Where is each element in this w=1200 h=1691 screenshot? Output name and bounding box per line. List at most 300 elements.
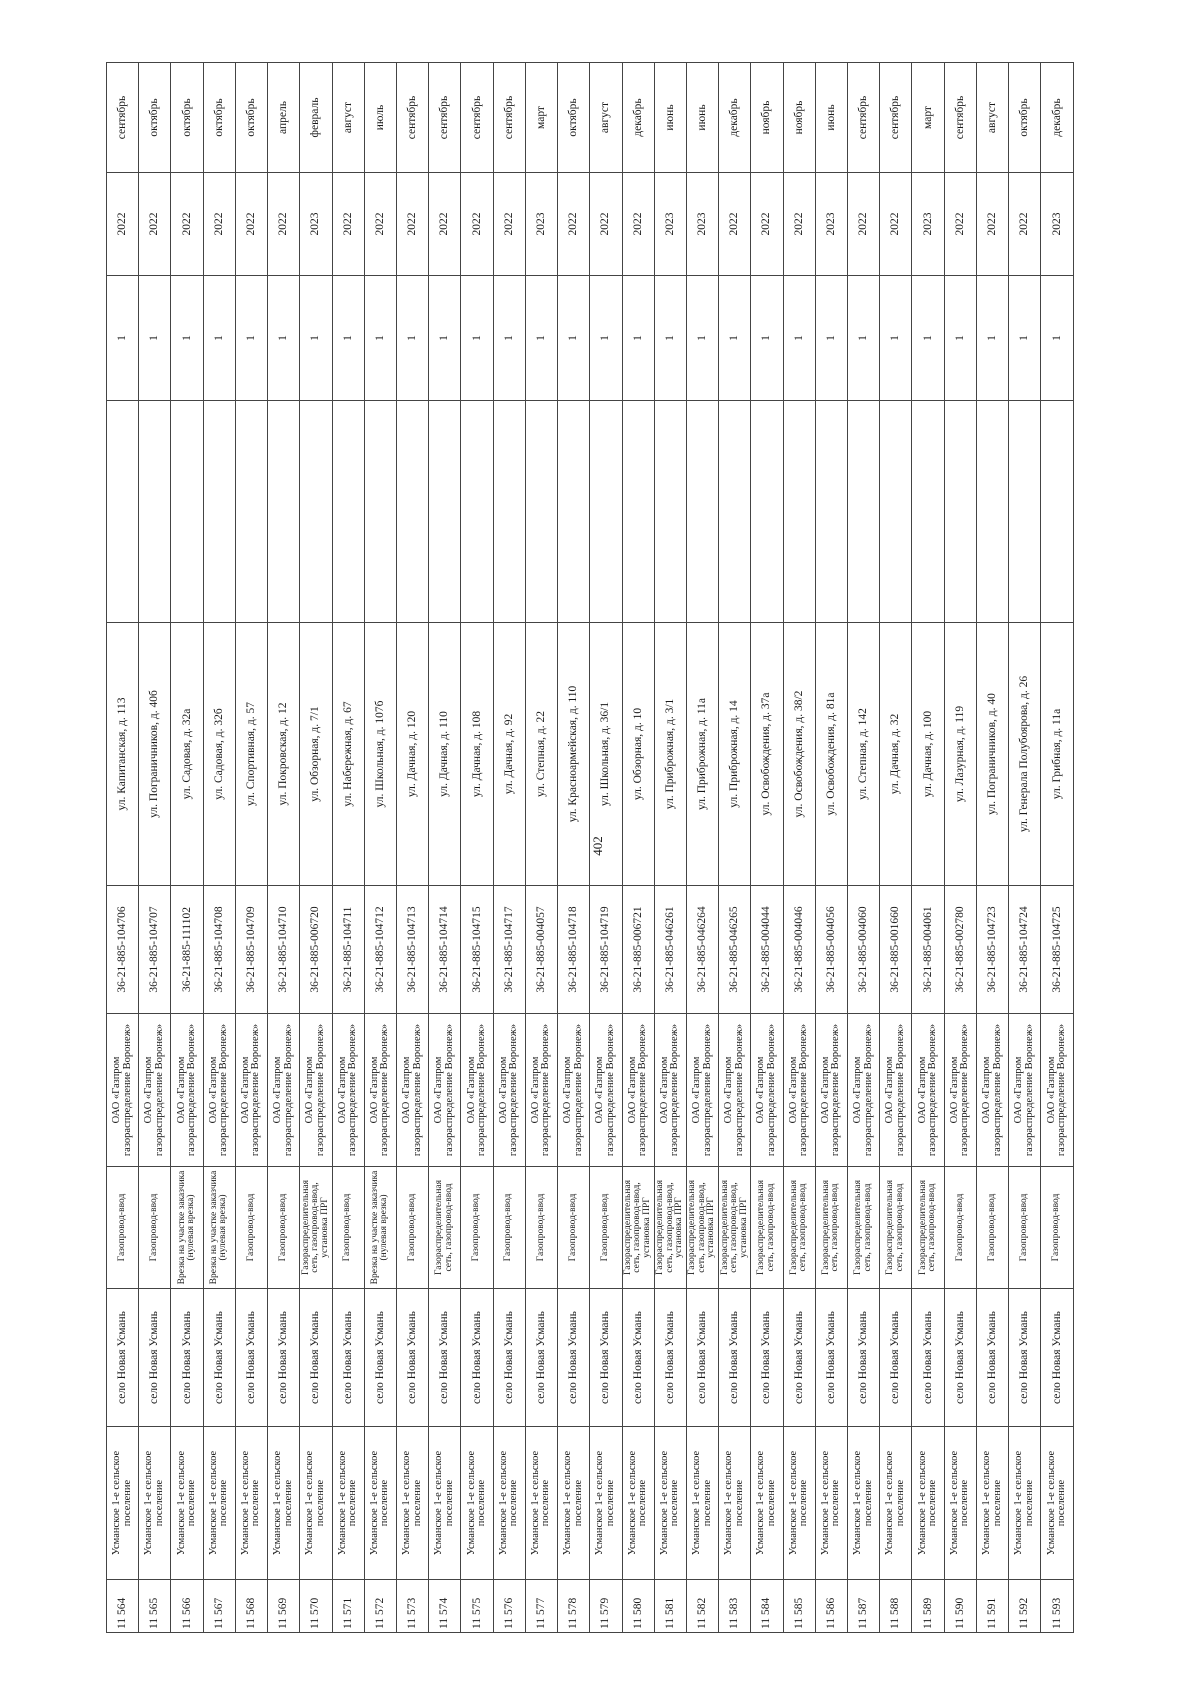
organization-cell: ОАО «Газпром газораспределение Воронеж» bbox=[944, 1014, 976, 1167]
object-type-cell: Газопровод-ввод bbox=[1009, 1167, 1041, 1289]
object-type-cell: Газопровод-ввод bbox=[976, 1167, 1008, 1289]
row-number-cell: 11 576 bbox=[493, 1580, 525, 1633]
organization-cell: ОАО «Газпром газораспределение Воронеж» bbox=[364, 1014, 396, 1167]
address-cell: ул. Лазурная, д. 119 bbox=[944, 623, 976, 886]
municipality-cell: Усманское 1-е сельское поселение bbox=[912, 1427, 944, 1580]
quantity-cell: 1 bbox=[235, 276, 267, 401]
table-row bbox=[880, 63, 912, 1633]
address-cell: ул. Покровская, д. 12 bbox=[268, 623, 300, 886]
empty-cell bbox=[107, 401, 139, 623]
month-cell: октябрь bbox=[558, 63, 590, 173]
month-cell: март bbox=[912, 63, 944, 173]
row-number-cell: 11 583 bbox=[719, 1580, 751, 1633]
organization-cell: ОАО «Газпром газораспределение Воронеж» bbox=[396, 1014, 428, 1167]
year-cell: 2022 bbox=[203, 173, 235, 276]
empty-cell bbox=[783, 401, 815, 623]
locality-cell: село Новая Усмань bbox=[686, 1289, 718, 1427]
address-cell: ул. Спортивная, д. 57 bbox=[235, 623, 267, 886]
municipality-cell: Усманское 1-е сельское поселение bbox=[171, 1427, 203, 1580]
organization-cell: ОАО «Газпром газораспределение Воронеж» bbox=[880, 1014, 912, 1167]
organization-cell: ОАО «Газпром газораспределение Воронеж» bbox=[429, 1014, 461, 1167]
table-row bbox=[976, 63, 1008, 1633]
municipality-cell: Усманское 1-е сельское поселение bbox=[783, 1427, 815, 1580]
locality-cell: село Новая Усмань bbox=[719, 1289, 751, 1427]
organization-cell: ОАО «Газпром газораспределение Воронеж» bbox=[751, 1014, 783, 1167]
organization-cell: ОАО «Газпром газораспределение Воронеж» bbox=[525, 1014, 557, 1167]
organization-cell: ОАО «Газпром газораспределение Воронеж» bbox=[203, 1014, 235, 1167]
year-cell: 2022 bbox=[880, 173, 912, 276]
quantity-cell: 1 bbox=[268, 276, 300, 401]
row-number-cell: 11 587 bbox=[848, 1580, 880, 1633]
organization-cell: ОАО «Газпром газораспределение Воронеж» bbox=[235, 1014, 267, 1167]
quantity-cell: 1 bbox=[107, 276, 139, 401]
year-cell: 2023 bbox=[654, 173, 686, 276]
quantity-cell: 1 bbox=[622, 276, 654, 401]
empty-cell bbox=[429, 401, 461, 623]
object-code-cell: 36-21-885-004046 bbox=[783, 886, 815, 1014]
object-code-cell: 36-21-885-104714 bbox=[429, 886, 461, 1014]
table-row bbox=[235, 63, 267, 1633]
month-cell: декабрь bbox=[622, 63, 654, 173]
row-number-cell: 11 574 bbox=[429, 1580, 461, 1633]
quantity-cell: 1 bbox=[171, 276, 203, 401]
object-type-cell: Газопровод-ввод bbox=[107, 1167, 139, 1289]
address-cell: ул. Обзорная, д. 10 bbox=[622, 623, 654, 886]
organization-cell: ОАО «Газпром газораспределение Воронеж» bbox=[493, 1014, 525, 1167]
municipality-cell: Усманское 1-е сельское поселение bbox=[493, 1427, 525, 1580]
month-cell: апрель bbox=[268, 63, 300, 173]
locality-cell: село Новая Усмань bbox=[171, 1289, 203, 1427]
empty-cell bbox=[1041, 401, 1074, 623]
address-cell: ул. Садовая, д. 32а bbox=[171, 623, 203, 886]
table-row bbox=[300, 63, 332, 1633]
object-type-cell: Газораспределительная сеть, газопровод-ввод, установка ПРГ bbox=[686, 1167, 718, 1289]
organization-cell: ОАО «Газпром газораспределение Воронеж» bbox=[1041, 1014, 1074, 1167]
empty-cell bbox=[880, 401, 912, 623]
organization-cell: ОАО «Газпром газораспределение Воронеж» bbox=[815, 1014, 847, 1167]
address-cell: ул. Пограничников, д. 40 bbox=[976, 623, 1008, 886]
quantity-cell: 1 bbox=[976, 276, 1008, 401]
organization-cell: ОАО «Газпром газораспределение Воронеж» bbox=[912, 1014, 944, 1167]
object-code-cell: 36-21-885-006721 bbox=[622, 886, 654, 1014]
organization-cell: ОАО «Газпром газораспределение Воронеж» bbox=[590, 1014, 622, 1167]
empty-cell bbox=[719, 401, 751, 623]
object-type-cell: Газораспределительная сеть, газопровод-ввод, установка ПРГ bbox=[719, 1167, 751, 1289]
table-row bbox=[203, 63, 235, 1633]
locality-cell: село Новая Усмань bbox=[590, 1289, 622, 1427]
table-row bbox=[1041, 63, 1074, 1633]
locality-cell: село Новая Усмань bbox=[364, 1289, 396, 1427]
object-type-cell: Газораспределительная сеть, газопровод-ввод bbox=[912, 1167, 944, 1289]
object-code-cell: 36-21-885-104725 bbox=[1041, 886, 1074, 1014]
table-row bbox=[493, 63, 525, 1633]
row-number-cell: 11 586 bbox=[815, 1580, 847, 1633]
object-type-cell: Врезка на участке заказчика (нулевая врезка) bbox=[364, 1167, 396, 1289]
municipality-cell: Усманское 1-е сельское поселение bbox=[396, 1427, 428, 1580]
row-number-cell: 11 572 bbox=[364, 1580, 396, 1633]
address-cell: ул. Приброжная, д. 14 bbox=[719, 623, 751, 886]
municipality-cell: Усманское 1-е сельское поселение bbox=[268, 1427, 300, 1580]
address-cell: ул. Грибная, д. 11а bbox=[1041, 623, 1074, 886]
address-cell: ул. Дачная, д. 92 bbox=[493, 623, 525, 886]
address-cell: ул. Приброжная, д. 11а bbox=[686, 623, 718, 886]
address-cell: ул. Пограничников, д. 40б bbox=[139, 623, 171, 886]
table-row bbox=[139, 63, 171, 1633]
organization-cell: ОАО «Газпром газораспределение Воронеж» bbox=[300, 1014, 332, 1167]
table-body bbox=[107, 63, 1074, 1633]
municipality-cell: Усманское 1-е сельское поселение bbox=[107, 1427, 139, 1580]
object-code-cell: 36-21-885-104711 bbox=[332, 886, 364, 1014]
object-code-cell: 36-21-885-104707 bbox=[139, 886, 171, 1014]
table-row bbox=[622, 63, 654, 1633]
row-number-cell: 11 588 bbox=[880, 1580, 912, 1633]
year-cell: 2022 bbox=[848, 173, 880, 276]
page-number: 402 bbox=[589, 836, 605, 856]
organization-cell: ОАО «Газпром газораспределение Воронеж» bbox=[558, 1014, 590, 1167]
object-type-cell: Газопровод-ввод bbox=[590, 1167, 622, 1289]
empty-cell bbox=[300, 401, 332, 623]
locality-cell: село Новая Усмань bbox=[429, 1289, 461, 1427]
quantity-cell: 1 bbox=[912, 276, 944, 401]
locality-cell: село Новая Усмань bbox=[558, 1289, 590, 1427]
month-cell: август bbox=[590, 63, 622, 173]
object-type-cell: Газопровод-ввод bbox=[268, 1167, 300, 1289]
address-cell: ул. Обзорная, д. 7/1 bbox=[300, 623, 332, 886]
object-type-cell: Газораспределительная сеть, газопровод-ввод, установка ПРГ bbox=[622, 1167, 654, 1289]
address-cell: ул. Набережная, д. 67 bbox=[332, 623, 364, 886]
quantity-cell: 1 bbox=[944, 276, 976, 401]
organization-cell: ОАО «Газпром газораспределение Воронеж» bbox=[268, 1014, 300, 1167]
object-code-cell: 36-21-885-004056 bbox=[815, 886, 847, 1014]
locality-cell: село Новая Усмань bbox=[235, 1289, 267, 1427]
object-code-cell: 36-21-885-104712 bbox=[364, 886, 396, 1014]
object-type-cell: Газораспределительная сеть, газопровод-ввод bbox=[429, 1167, 461, 1289]
locality-cell: село Новая Усмань bbox=[107, 1289, 139, 1427]
municipality-cell: Усманское 1-е сельское поселение bbox=[461, 1427, 493, 1580]
year-cell: 2022 bbox=[622, 173, 654, 276]
locality-cell: село Новая Усмань bbox=[654, 1289, 686, 1427]
locality-cell: село Новая Усмань bbox=[976, 1289, 1008, 1427]
year-cell: 2022 bbox=[976, 173, 1008, 276]
locality-cell: село Новая Усмань bbox=[1041, 1289, 1074, 1427]
object-type-cell: Газопровод-ввод bbox=[332, 1167, 364, 1289]
locality-cell: село Новая Усмань bbox=[396, 1289, 428, 1427]
year-cell: 2023 bbox=[686, 173, 718, 276]
object-type-cell: Газораспределительная сеть, газопровод-ввод bbox=[783, 1167, 815, 1289]
empty-cell bbox=[815, 401, 847, 623]
municipality-cell: Усманское 1-е сельское поселение bbox=[332, 1427, 364, 1580]
object-code-cell: 36-21-885-104709 bbox=[235, 886, 267, 1014]
empty-cell bbox=[171, 401, 203, 623]
quantity-cell: 1 bbox=[719, 276, 751, 401]
empty-cell bbox=[493, 401, 525, 623]
row-number-cell: 11 578 bbox=[558, 1580, 590, 1633]
object-code-cell: 36-21-885-104708 bbox=[203, 886, 235, 1014]
locality-cell: село Новая Усмань bbox=[525, 1289, 557, 1427]
locality-cell: село Новая Усмань bbox=[461, 1289, 493, 1427]
table-row bbox=[429, 63, 461, 1633]
address-cell: ул. Дачная, д. 32 bbox=[880, 623, 912, 886]
row-number-cell: 11 590 bbox=[944, 1580, 976, 1633]
row-number-cell: 11 570 bbox=[300, 1580, 332, 1633]
organization-cell: ОАО «Газпром газораспределение Воронеж» bbox=[719, 1014, 751, 1167]
locality-cell: село Новая Усмань bbox=[848, 1289, 880, 1427]
empty-cell bbox=[944, 401, 976, 623]
month-cell: август bbox=[976, 63, 1008, 173]
empty-cell bbox=[912, 401, 944, 623]
municipality-cell: Усманское 1-е сельское поселение bbox=[1009, 1427, 1041, 1580]
locality-cell: село Новая Усмань bbox=[622, 1289, 654, 1427]
municipality-cell: Усманское 1-е сельское поселение bbox=[815, 1427, 847, 1580]
row-number-cell: 11 564 bbox=[107, 1580, 139, 1633]
year-cell: 2022 bbox=[107, 173, 139, 276]
month-cell: июнь bbox=[654, 63, 686, 173]
year-cell: 2022 bbox=[235, 173, 267, 276]
year-cell: 2022 bbox=[751, 173, 783, 276]
table-row bbox=[654, 63, 686, 1633]
empty-cell bbox=[558, 401, 590, 623]
table-row bbox=[719, 63, 751, 1633]
quantity-cell: 1 bbox=[300, 276, 332, 401]
quantity-cell: 1 bbox=[686, 276, 718, 401]
object-code-cell: 36-21-885-046261 bbox=[654, 886, 686, 1014]
address-cell: ул. Степная, д. 22 bbox=[525, 623, 557, 886]
address-cell: ул. Освобождения, д. 38/2 bbox=[783, 623, 815, 886]
organization-cell: ОАО «Газпром газораспределение Воронеж» bbox=[848, 1014, 880, 1167]
object-code-cell: 36-21-885-104717 bbox=[493, 886, 525, 1014]
year-cell: 2022 bbox=[944, 173, 976, 276]
row-number-cell: 11 566 bbox=[171, 1580, 203, 1633]
table-row bbox=[912, 63, 944, 1633]
organization-cell: ОАО «Газпром газораспределение Воронеж» bbox=[171, 1014, 203, 1167]
year-cell: 2022 bbox=[332, 173, 364, 276]
empty-cell bbox=[622, 401, 654, 623]
empty-cell bbox=[525, 401, 557, 623]
month-cell: сентябрь bbox=[429, 63, 461, 173]
object-code-cell: 36-21-885-104713 bbox=[396, 886, 428, 1014]
row-number-cell: 11 575 bbox=[461, 1580, 493, 1633]
municipality-cell: Усманское 1-е сельское поселение bbox=[203, 1427, 235, 1580]
municipality-cell: Усманское 1-е сельское поселение bbox=[429, 1427, 461, 1580]
empty-cell bbox=[364, 401, 396, 623]
municipality-cell: Усманское 1-е сельское поселение bbox=[235, 1427, 267, 1580]
row-number-cell: 11 579 bbox=[590, 1580, 622, 1633]
object-type-cell: Газопровод-ввод bbox=[525, 1167, 557, 1289]
quantity-cell: 1 bbox=[1009, 276, 1041, 401]
table-row bbox=[461, 63, 493, 1633]
year-cell: 2023 bbox=[912, 173, 944, 276]
empty-cell bbox=[268, 401, 300, 623]
year-cell: 2022 bbox=[364, 173, 396, 276]
row-number-cell: 11 584 bbox=[751, 1580, 783, 1633]
empty-cell bbox=[590, 401, 622, 623]
address-cell: ул. Дачная, д. 100 bbox=[912, 623, 944, 886]
organization-cell: ОАО «Газпром газораспределение Воронеж» bbox=[107, 1014, 139, 1167]
organization-cell: ОАО «Газпром газораспределение Воронеж» bbox=[654, 1014, 686, 1167]
object-type-cell: Газопровод-ввод bbox=[493, 1167, 525, 1289]
object-code-cell: 36-21-885-046264 bbox=[686, 886, 718, 1014]
locality-cell: село Новая Усмань bbox=[332, 1289, 364, 1427]
object-type-cell: Газораспределительная сеть, газопровод-ввод bbox=[751, 1167, 783, 1289]
locality-cell: село Новая Усмань bbox=[751, 1289, 783, 1427]
address-cell: ул. Освобождения, д. 37а bbox=[751, 623, 783, 886]
object-code-cell: 36-21-885-104706 bbox=[107, 886, 139, 1014]
quantity-cell: 1 bbox=[751, 276, 783, 401]
address-cell: ул. Дачная, д. 108 bbox=[461, 623, 493, 886]
month-cell: сентябрь bbox=[396, 63, 428, 173]
month-cell: февраль bbox=[300, 63, 332, 173]
object-code-cell: 36-21-885-004057 bbox=[525, 886, 557, 1014]
row-number-cell: 11 592 bbox=[1009, 1580, 1041, 1633]
month-cell: июнь bbox=[686, 63, 718, 173]
month-cell: декабрь bbox=[719, 63, 751, 173]
municipality-cell: Усманское 1-е сельское поселение bbox=[654, 1427, 686, 1580]
empty-cell bbox=[235, 401, 267, 623]
empty-cell bbox=[203, 401, 235, 623]
address-cell: ул. Освобождения, д. 81а bbox=[815, 623, 847, 886]
quantity-cell: 1 bbox=[396, 276, 428, 401]
row-number-cell: 11 580 bbox=[622, 1580, 654, 1633]
object-code-cell: 36-21-885-006720 bbox=[300, 886, 332, 1014]
object-type-cell: Газопровод-ввод bbox=[396, 1167, 428, 1289]
locality-cell: село Новая Усмань bbox=[300, 1289, 332, 1427]
object-type-cell: Газораспределительная сеть, газопровод-ввод, установка ПРГ bbox=[300, 1167, 332, 1289]
table-row bbox=[815, 63, 847, 1633]
organization-cell: ОАО «Газпром газораспределение Воронеж» bbox=[332, 1014, 364, 1167]
municipality-cell: Усманское 1-е сельское поселение bbox=[686, 1427, 718, 1580]
row-number-cell: 11 568 bbox=[235, 1580, 267, 1633]
month-cell: декабрь bbox=[1041, 63, 1074, 173]
month-cell: сентябрь bbox=[848, 63, 880, 173]
object-type-cell: Газораспределительная сеть, газопровод-ввод bbox=[848, 1167, 880, 1289]
locality-cell: село Новая Усмань bbox=[944, 1289, 976, 1427]
object-code-cell: 36-21-885-046265 bbox=[719, 886, 751, 1014]
month-cell: октябрь bbox=[1009, 63, 1041, 173]
object-code-cell: 36-21-885-104710 bbox=[268, 886, 300, 1014]
object-code-cell: 36-21-885-104723 bbox=[976, 886, 1008, 1014]
month-cell: март bbox=[525, 63, 557, 173]
municipality-cell: Усманское 1-е сельское поселение bbox=[139, 1427, 171, 1580]
quantity-cell: 1 bbox=[880, 276, 912, 401]
table-row bbox=[751, 63, 783, 1633]
year-cell: 2022 bbox=[719, 173, 751, 276]
municipality-cell: Усманское 1-е сельское поселение bbox=[558, 1427, 590, 1580]
table-row bbox=[848, 63, 880, 1633]
organization-cell: ОАО «Газпром газораспределение Воронеж» bbox=[976, 1014, 1008, 1167]
month-cell: сентябрь bbox=[880, 63, 912, 173]
month-cell: сентябрь bbox=[493, 63, 525, 173]
object-code-cell: 36-21-885-001660 bbox=[880, 886, 912, 1014]
row-number-cell: 11 573 bbox=[396, 1580, 428, 1633]
address-cell: ул. Дачная, д. 110 bbox=[429, 623, 461, 886]
address-cell: ул. Дачная, д. 120 bbox=[396, 623, 428, 886]
object-type-cell: Газопровод-ввод bbox=[139, 1167, 171, 1289]
empty-cell bbox=[848, 401, 880, 623]
year-cell: 2022 bbox=[493, 173, 525, 276]
quantity-cell: 1 bbox=[461, 276, 493, 401]
object-code-cell: 36-21-885-004061 bbox=[912, 886, 944, 1014]
organization-cell: ОАО «Газпром газораспределение Воронеж» bbox=[461, 1014, 493, 1167]
quantity-cell: 1 bbox=[654, 276, 686, 401]
address-cell: ул. Красноармейская, д. 110 bbox=[558, 623, 590, 886]
empty-cell bbox=[139, 401, 171, 623]
empty-cell bbox=[461, 401, 493, 623]
row-number-cell: 11 581 bbox=[654, 1580, 686, 1633]
quantity-cell: 1 bbox=[558, 276, 590, 401]
table-row bbox=[525, 63, 557, 1633]
month-cell: октябрь bbox=[171, 63, 203, 173]
empty-cell bbox=[654, 401, 686, 623]
month-cell: ноябрь bbox=[783, 63, 815, 173]
municipality-cell: Усманское 1-е сельское поселение bbox=[525, 1427, 557, 1580]
year-cell: 2022 bbox=[590, 173, 622, 276]
row-number-cell: 11 577 bbox=[525, 1580, 557, 1633]
object-code-cell: 36-21-885-104715 bbox=[461, 886, 493, 1014]
municipality-cell: Усманское 1-е сельское поселение bbox=[719, 1427, 751, 1580]
municipality-cell: Усманское 1-е сельское поселение bbox=[300, 1427, 332, 1580]
object-type-cell: Газопровод-ввод bbox=[461, 1167, 493, 1289]
organization-cell: ОАО «Газпром газораспределение Воронеж» bbox=[686, 1014, 718, 1167]
year-cell: 2023 bbox=[815, 173, 847, 276]
empty-cell bbox=[396, 401, 428, 623]
table-row bbox=[268, 63, 300, 1633]
row-number-cell: 11 565 bbox=[139, 1580, 171, 1633]
object-code-cell: 36-21-885-104719 bbox=[590, 886, 622, 1014]
table-row bbox=[107, 63, 139, 1633]
rotated-table-wrapper bbox=[106, 63, 1074, 1633]
object-code-cell: 36-21-885-111102 bbox=[171, 886, 203, 1014]
month-cell: июнь bbox=[815, 63, 847, 173]
object-type-cell: Газораспределительная сеть, газопровод-ввод bbox=[880, 1167, 912, 1289]
year-cell: 2023 bbox=[525, 173, 557, 276]
object-code-cell: 36-21-885-104718 bbox=[558, 886, 590, 1014]
empty-cell bbox=[976, 401, 1008, 623]
month-cell: июль bbox=[364, 63, 396, 173]
table-row bbox=[783, 63, 815, 1633]
year-cell: 2023 bbox=[1041, 173, 1074, 276]
table-row bbox=[1009, 63, 1041, 1633]
quantity-cell: 1 bbox=[493, 276, 525, 401]
object-type-cell: Газораспределительная сеть, газопровод-ввод bbox=[815, 1167, 847, 1289]
quantity-cell: 1 bbox=[1041, 276, 1074, 401]
quantity-cell: 1 bbox=[525, 276, 557, 401]
locality-cell: село Новая Усмань bbox=[139, 1289, 171, 1427]
locality-cell: село Новая Усмань bbox=[268, 1289, 300, 1427]
empty-cell bbox=[686, 401, 718, 623]
quantity-cell: 1 bbox=[783, 276, 815, 401]
locality-cell: село Новая Усмань bbox=[1009, 1289, 1041, 1427]
year-cell: 2022 bbox=[139, 173, 171, 276]
address-cell: ул. Капитанская, д. 113 bbox=[107, 623, 139, 886]
address-cell: ул. Садовая, д. 32б bbox=[203, 623, 235, 886]
month-cell: октябрь bbox=[235, 63, 267, 173]
municipality-cell: Усманское 1-е сельское поселение bbox=[622, 1427, 654, 1580]
object-code-cell: 36-21-885-004044 bbox=[751, 886, 783, 1014]
locality-cell: село Новая Усмань bbox=[880, 1289, 912, 1427]
row-number-cell: 11 585 bbox=[783, 1580, 815, 1633]
year-cell: 2022 bbox=[461, 173, 493, 276]
month-cell: октябрь bbox=[139, 63, 171, 173]
object-type-cell: Газораспределительная сеть, газопровод-ввод, установка ПРГ bbox=[654, 1167, 686, 1289]
address-cell: ул. Школьная, д. 36/1 bbox=[590, 623, 622, 886]
locality-cell: село Новая Усмань bbox=[815, 1289, 847, 1427]
organization-cell: ОАО «Газпром газораспределение Воронеж» bbox=[139, 1014, 171, 1167]
address-cell: ул. Школьная, д. 107б bbox=[364, 623, 396, 886]
gasification-table bbox=[106, 62, 1074, 1633]
address-cell: ул. Приброжная, д. 3/1 bbox=[654, 623, 686, 886]
row-number-cell: 11 567 bbox=[203, 1580, 235, 1633]
object-type-cell: Врезка на участке заказчика (нулевая врезка) bbox=[171, 1167, 203, 1289]
